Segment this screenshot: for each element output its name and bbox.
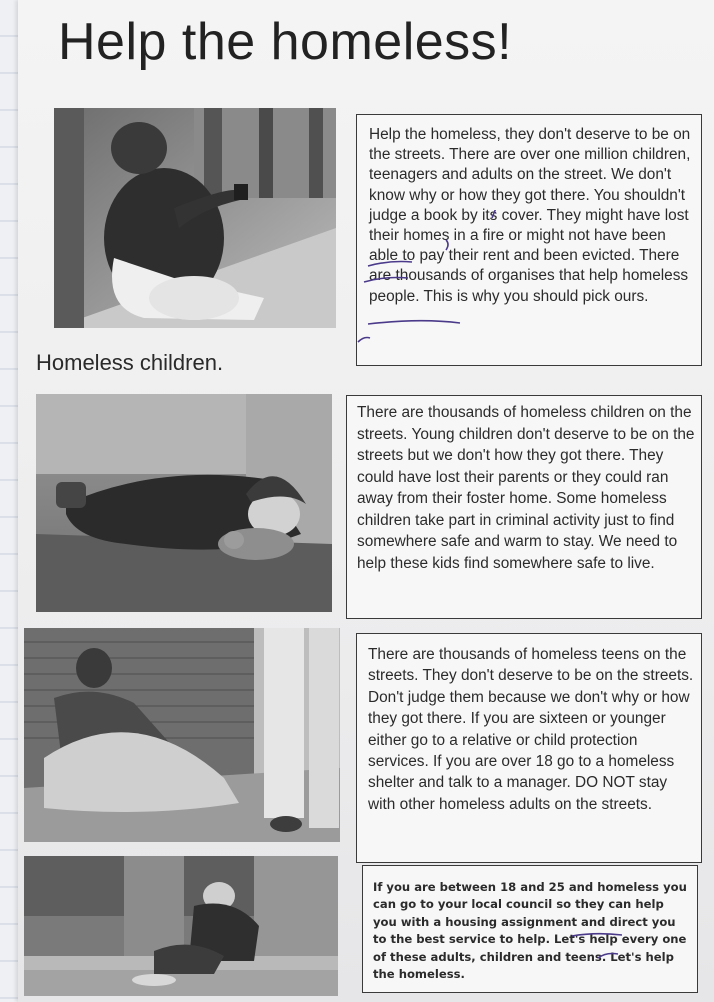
poster-title: Help the homeless! — [58, 13, 513, 71]
photo-person-begging-image — [54, 108, 336, 328]
intro-text: Help the homeless, they don't deserve to be on the streets. There are over one million children, teenagers and adults on the street. We don't know why or how they got there. You shouldn't judge a book by its cover. They might have lost their homes in a fire or might not have been able to pay their rent and been evicted. There are thousands of organises that help homeless people. This is why you should pick ours. — [369, 126, 691, 305]
teens-text: There are thousands of homeless teens on the streets. They don't deserve to be on the streets. Don't judge them because we don't why or how they got there. If you are sixteen or younger either go to a relative or child protection services. If you are over 18 go to a homeless shelter and talk to a manager. DO NOT stay with other homeless adults on the streets. — [368, 646, 694, 813]
intro-text-box — [356, 114, 702, 366]
children-text: There are thousands of homeless children on the streets. Young children don't deserve to be on the streets but we don't how they got there. They could have lost their parents or they could ran away from their foster home. Some homeless children take part in criminal activity just to find somewhere safe and warm to stay. We need to help these kids find somewhere safe to live. — [357, 404, 695, 572]
photo-person-begging — [54, 108, 336, 328]
adults-text: If you are between 18 and 25 and homeless you can go to your local council so they can help you with a housing assignment and direct you to the best service to help. Let's help every one of these adults, children and teens. Let's help the homeless. — [373, 880, 687, 982]
photo-sleeping-child — [36, 394, 332, 612]
photo-teen-sitting-image — [24, 628, 340, 842]
photo-adult-steps-image — [24, 856, 338, 996]
adults-text-box — [362, 865, 698, 993]
teens-text-box — [356, 633, 702, 863]
children-text-box — [346, 395, 702, 619]
section-caption: Homeless children. — [36, 350, 224, 375]
photo-sleeping-child-image — [36, 394, 332, 612]
photo-adult-steps — [24, 856, 338, 996]
photo-teen-sitting — [24, 628, 340, 842]
